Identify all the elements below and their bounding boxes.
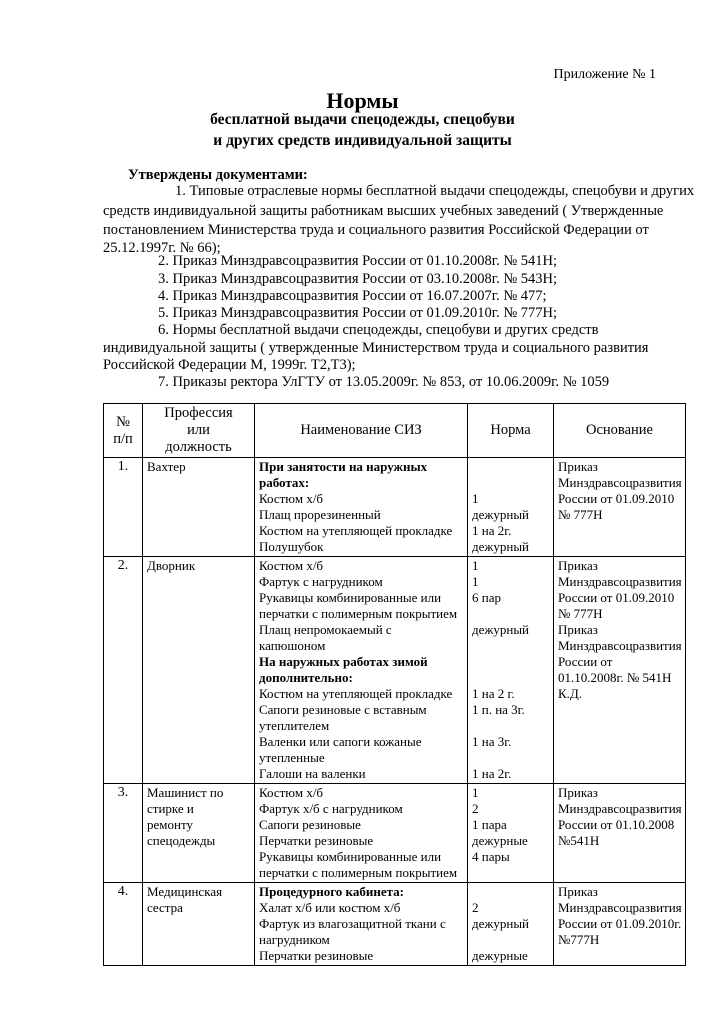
cell-line: спецодежды	[147, 833, 216, 848]
doc-line: Российской Федерации М, 1999г. Т2,Т3);	[103, 357, 356, 373]
cell-line: 1 на 2 г.	[472, 686, 515, 701]
header-number-line: №	[116, 413, 130, 430]
row-norm	[468, 557, 554, 784]
cell-line: перчатки с полимерным покрытием	[259, 865, 458, 880]
cell-line: 1	[472, 574, 479, 589]
header-siz: Наименование СИЗ	[255, 404, 468, 458]
cell-line: Приказ	[558, 459, 598, 474]
cell-line: Валенки или сапоги кожаные	[259, 734, 422, 749]
cell-line: Костюм х/б	[259, 785, 324, 800]
cell-line: 1 на 2г.	[472, 523, 512, 538]
cell-line: Вахтер	[147, 459, 186, 474]
row-basis	[554, 557, 686, 784]
row-profession	[143, 458, 255, 557]
table-row	[104, 458, 686, 557]
cell-line: дежурные	[472, 833, 528, 848]
cell-line: Костюм х/б	[259, 491, 324, 506]
cell-line: Рукавицы комбинированные или	[259, 590, 442, 605]
cell-line: Костюм х/б	[259, 558, 324, 573]
cell-line: К.Д.	[558, 686, 583, 701]
cell-line: 1 пара	[472, 817, 507, 832]
doc-line: 25.12.1997г. № 66);	[103, 240, 221, 256]
header-profession-line: должность	[165, 439, 232, 455]
table-row	[104, 784, 686, 883]
cell-line: Минздравсоцразвития	[558, 801, 682, 816]
table-row	[104, 557, 686, 784]
cell-line: России от 01.09.2010	[558, 491, 675, 506]
cell-line: ремонту	[147, 817, 193, 832]
cell-line: Костюм на утепляющей прокладке	[259, 686, 453, 701]
cell-line: сестра	[147, 900, 183, 915]
row-norm	[468, 883, 554, 966]
doc-line: 3. Приказ Минздравсоцразвития России от 03.10.2008г. № 543Н;	[158, 271, 558, 287]
cell-line: Галоши на валенки	[259, 766, 366, 781]
page-title: Нормы	[326, 88, 399, 113]
cell-line: Машинист по	[147, 785, 224, 800]
cell-line: дежурный	[472, 539, 530, 554]
cell-line: 1	[472, 491, 479, 506]
row-number: 3.	[104, 784, 143, 883]
cell-line: Процедурного кабинета:	[259, 884, 404, 899]
row-siz	[255, 557, 468, 784]
cell-line: 1 п. на 3г.	[472, 702, 525, 717]
cell-line: 01.10.2008г. № 541Н	[558, 670, 672, 685]
doc-line: 1. Типовые отраслевые нормы бесплатной выдачи спецодежды, спецобуви и других	[175, 183, 695, 199]
header-number	[104, 404, 143, 458]
cell-line: Минздравсоцразвития	[558, 638, 682, 653]
cell-line: Халат х/б или костюм х/б	[259, 900, 401, 915]
cell-line: дежурный	[472, 916, 530, 931]
cell-line: Фартук х/б с нагрудником	[259, 801, 403, 816]
cell-line: № 777Н	[558, 606, 603, 621]
cell-line: Минздравсоцразвития	[558, 900, 682, 915]
row-siz	[255, 784, 468, 883]
doc-line: 4. Приказ Минздравсоцразвития России от 16.07.2007г. № 477;	[158, 288, 547, 304]
cell-line: Рукавицы комбинированные или	[259, 849, 442, 864]
cell-line: Фартук с нагрудником	[259, 574, 383, 589]
cell-line: 1	[472, 558, 479, 573]
row-basis	[554, 784, 686, 883]
row-siz	[255, 883, 468, 966]
cell-line: Медицинская	[147, 884, 223, 899]
cell-line: Минздравсоцразвития	[558, 574, 682, 589]
cell-line: 6 пар	[472, 590, 501, 605]
cell-line: работах:	[259, 475, 310, 490]
cell-line: Сапоги резиновые с вставным	[259, 702, 427, 717]
subtitle-line-1: бесплатной выдачи спецодежды, спецобуви	[210, 111, 515, 128]
header-profession-line: Профессия	[164, 405, 233, 421]
approved-heading: Утверждены документами:	[128, 167, 308, 183]
subtitle-line-2: и других средств индивидуальной защиты	[213, 132, 512, 149]
cell-line: Дворник	[147, 558, 196, 573]
row-norm	[468, 458, 554, 557]
row-siz	[255, 458, 468, 557]
cell-line: 1 на 2г.	[472, 766, 512, 781]
cell-line: дежурные	[472, 948, 528, 963]
cell-line: Полушубок	[259, 539, 324, 554]
cell-line: дополнительно:	[259, 670, 353, 685]
cell-line: Перчатки резиновые	[259, 833, 374, 848]
row-profession	[143, 784, 255, 883]
doc-line: постановлением Министерства труда и социального развития Российской Федерации от	[103, 222, 649, 238]
cell-line: №777Н	[558, 932, 600, 947]
row-number: 4.	[104, 883, 143, 966]
cell-line: дежурный	[472, 622, 530, 637]
cell-line: Перчатки резиновые	[259, 948, 374, 963]
cell-line: Плащ прорезиненный	[259, 507, 381, 522]
header-basis: Основание	[554, 404, 686, 458]
doc-line: индивидуальной защиты ( утвержденные Министерством труда и социального развития	[103, 340, 649, 356]
table-row	[104, 883, 686, 966]
row-norm	[468, 784, 554, 883]
cell-line: 1 на 3г.	[472, 734, 512, 749]
doc-line: средств индивидуальной защиты работникам высших учебных заведений ( Утвержденные	[103, 203, 664, 219]
row-basis	[554, 458, 686, 557]
cell-line: России от 01.09.2010	[558, 590, 675, 605]
cell-line: На наружных работах зимой	[259, 654, 428, 669]
cell-line: Приказ	[558, 622, 598, 637]
cell-line: утепленные	[259, 750, 325, 765]
cell-line: стирке и	[147, 801, 194, 816]
table-header-row	[104, 404, 686, 458]
cell-line: России от	[558, 654, 613, 669]
cell-line: перчатки с полимерным покрытием	[259, 606, 458, 621]
cell-line: России от 01.09.2010г.	[558, 916, 682, 931]
cell-line: Фартук из влагозащитной ткани с	[259, 916, 446, 931]
cell-line: Приказ	[558, 558, 598, 573]
cell-line: 4 пары	[472, 849, 510, 864]
cell-line: 2	[472, 900, 479, 915]
doc-line: 5. Приказ Минздравсоцразвития России от 01.09.2010г. № 777Н;	[158, 305, 558, 321]
cell-line: 2	[472, 801, 479, 816]
cell-line: России от 01.10.2008	[558, 817, 675, 832]
header-profession	[143, 404, 255, 458]
header-number-line: п/п	[113, 430, 133, 447]
cell-line: Плащ непромокаемый с	[259, 622, 392, 637]
cell-line: Сапоги резиновые	[259, 817, 361, 832]
cell-line: дежурный	[472, 507, 530, 522]
row-number: 1.	[104, 458, 143, 557]
cell-line: Минздравсоцразвития	[558, 475, 682, 490]
cell-line: № 777Н	[558, 507, 603, 522]
norms-table	[103, 403, 686, 966]
row-profession	[143, 557, 255, 784]
row-basis	[554, 883, 686, 966]
cell-line: При занятости на наружных	[259, 459, 428, 474]
cell-line: Костюм на утепляющей прокладке	[259, 523, 453, 538]
appendix-label: Приложение № 1	[553, 67, 656, 82]
cell-line: 1	[472, 785, 479, 800]
header-profession-line: или	[187, 422, 210, 438]
row-number: 2.	[104, 557, 143, 784]
doc-line: 7. Приказы ректора УлГТУ от 13.05.2009г. № 853, от 10.06.2009г. № 1059	[158, 374, 610, 390]
cell-line: №541Н	[558, 833, 600, 848]
cell-line: утеплителем	[259, 718, 330, 733]
row-profession	[143, 883, 255, 966]
cell-line: нагрудником	[259, 932, 330, 947]
cell-line: Приказ	[558, 884, 598, 899]
header-norm: Норма	[468, 404, 554, 458]
doc-line: 2. Приказ Минздравсоцразвития России от 01.10.2008г. № 541Н;	[158, 253, 558, 269]
doc-line: 6. Нормы бесплатной выдачи спецодежды, спецобуви и других средств	[158, 322, 599, 338]
cell-line: Приказ	[558, 785, 598, 800]
cell-line: капюшоном	[259, 638, 326, 653]
